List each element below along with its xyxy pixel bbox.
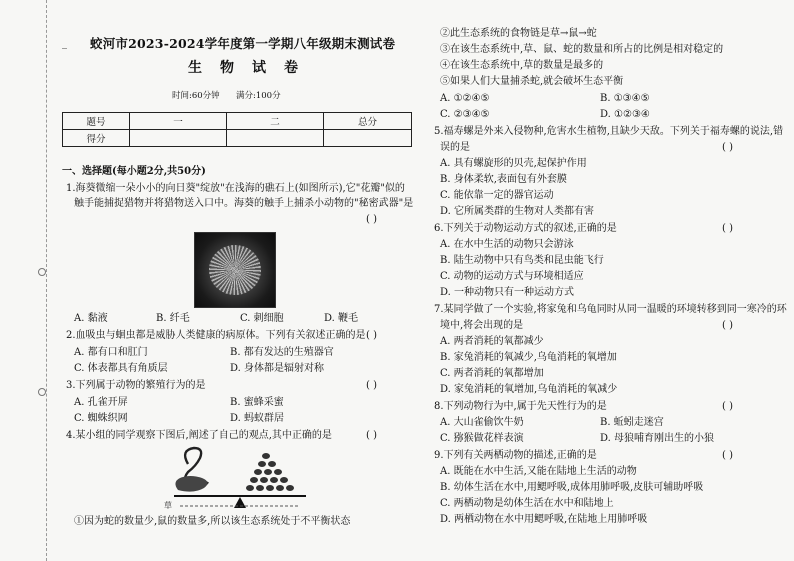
option: C. 动物的运动方式与环境相适应 <box>440 271 584 282</box>
full-score: 满分:100分 <box>236 91 281 101</box>
option: A. 具有螺旋形的贝壳,起保护作用 <box>440 158 587 169</box>
question-9-stem: 9.下列有关两栖动物的描述,正确的是 <box>434 450 597 461</box>
question-5-line: 5.福寿螺是外来入侵物种,危害水生植物,且缺少天敌。下列关于福寿螺的说法,错 <box>434 126 784 137</box>
question-1-line: 1.海葵微缩一朵小小的向日葵"绽放"在浅海的礁石上(如图所示),它"花瓣"似的 <box>66 183 405 194</box>
score-cell: 题号 <box>63 113 130 130</box>
option: C. 猕猴做花样表演 <box>440 433 524 444</box>
question-1-line: 触手能捕捉猎物并将猎物送入口中。海葵的触手上捕杀小动物的"秘密武器"是 <box>74 198 414 209</box>
sea-anemone-photo <box>194 232 276 308</box>
question-8-stem: 8.下列动物行为中,属于先天性行为的是 <box>434 401 607 412</box>
question-5-line: 误的是 <box>440 142 470 153</box>
option: D. 家兔消耗的氧增加,乌龟消耗的氧减少 <box>440 384 618 395</box>
option: D. 身体都是辐射对称 <box>230 363 325 374</box>
answer-paren[interactable]: ( ) <box>722 401 733 412</box>
option: C. 两者消耗的氧都增加 <box>440 368 544 379</box>
answer-paren[interactable]: ( ) <box>366 330 377 341</box>
option: D. 它所属类群的生物对人类都有害 <box>440 206 595 217</box>
answer-paren[interactable]: ( ) <box>722 142 733 153</box>
option: C. 刺细胞 <box>240 313 284 324</box>
option: B. 家兔消耗的氧减少,乌龟消耗的氧增加 <box>440 352 617 363</box>
option: A. 都有口和肛门 <box>74 347 148 358</box>
binding-hole-mark <box>38 268 46 276</box>
option: B. 都有发达的生殖器官 <box>230 347 334 358</box>
option: D. ①②③④ <box>600 109 650 120</box>
answer-paren[interactable]: ( ) <box>722 223 733 234</box>
score-table-row <box>63 113 412 130</box>
score-cell: 总分 <box>324 113 412 130</box>
option: A. 在水中生活的动物只会游泳 <box>440 239 574 250</box>
option: B. ①③④⑤ <box>600 93 650 104</box>
score-table <box>62 112 412 147</box>
option: C. 蜘蛛织网 <box>74 413 128 424</box>
subject-title: 生物试卷 <box>188 60 316 76</box>
option: D. 鞭毛 <box>324 313 359 324</box>
question-3-stem: 3.下列属于动物的繁殖行为的是 <box>66 380 206 391</box>
score-input-cell[interactable] <box>227 130 324 147</box>
option: D. 母狼哺育刚出生的小狼 <box>600 433 715 444</box>
snake-coil <box>175 476 207 492</box>
food-chain-balance-diagram <box>170 442 310 512</box>
option: C. ②③④⑤ <box>440 109 490 120</box>
option: A. 孔雀开屏 <box>74 397 128 408</box>
q4-statement: ④在该生态系统中,草的数量是最多的 <box>440 60 604 71</box>
score-cell: 一 <box>130 113 227 130</box>
option: A. 既能在水中生活,又能在陆地上生活的动物 <box>440 466 637 477</box>
option: A. 黏液 <box>74 313 108 324</box>
option: B. 纤毛 <box>156 313 190 324</box>
option: A. 大山雀偷饮牛奶 <box>440 417 524 428</box>
option: D. 两栖动物在水中用鳃呼吸,在陆地上用肺呼吸 <box>440 514 648 525</box>
q4-statement: ①因为蛇的数量少,鼠的数量多,所以该生态系统处于不平衡状态 <box>74 516 351 527</box>
grass-label: 草 <box>164 501 172 510</box>
answer-paren[interactable]: ( ) <box>722 320 733 331</box>
exam-title: 蛟河市2023-2024学年度第一学期八年级期末测试卷 <box>90 36 396 51</box>
option: B. 陆生动物中只有鸟类和昆虫能飞行 <box>440 255 604 266</box>
option: D. 蚂蚁群居 <box>230 413 285 424</box>
option: D. 一种动物只有一种运动方式 <box>440 287 575 298</box>
answer-paren[interactable]: ( ) <box>366 430 377 441</box>
binding-dashed-line <box>46 0 47 561</box>
answer-paren[interactable]: ( ) <box>366 380 377 391</box>
q4-statement: ③在该生态系统中,草、鼠、蛇的数量和所占的比例是相对稳定的 <box>440 44 724 55</box>
option: B. 蚯蚓走迷宫 <box>600 417 664 428</box>
option: A. 两者消耗的氧都减少 <box>440 336 544 347</box>
option: B. 蜜蜂采蜜 <box>230 397 284 408</box>
question-7-line: 境中,将会出现的是 <box>440 320 524 331</box>
score-cell: 二 <box>227 113 324 130</box>
option: C. 两栖动物是幼体生活在水中和陆地上 <box>440 498 614 509</box>
answer-paren[interactable]: ( ) <box>366 214 377 225</box>
score-table-row <box>63 130 412 147</box>
q4-statement: ⑤如果人们大量捕杀蛇,就会破坏生态平衡 <box>440 76 624 87</box>
mice-pile <box>246 453 294 491</box>
option: C. 体表都具有角质层 <box>74 363 168 374</box>
time-limit: 时间:60分钟 <box>172 91 220 101</box>
score-input-cell[interactable] <box>130 130 227 147</box>
score-cell: 得分 <box>63 130 130 147</box>
option: C. 能依靠一定的器官运动 <box>440 190 554 201</box>
score-input-cell[interactable] <box>324 130 412 147</box>
question-7-line: 7.某同学做了一个实验,将家兔和乌龟同时从同一温暖的环境转移到同一寒冷的环 <box>434 304 787 315</box>
option: B. 幼体生活在水中,用鳃呼吸,成体用肺呼吸,皮肤可辅助呼吸 <box>440 482 704 493</box>
answer-paren[interactable]: ( ) <box>722 450 733 461</box>
option: A. ①②④⑤ <box>440 93 490 104</box>
header-dash: _ <box>62 38 67 49</box>
question-2-stem: 2.血吸虫与蛔虫都是威胁人类健康的病原体。下列有关叙述正确的是 <box>66 330 366 341</box>
question-4-stem: 4.某小组的同学观察下图后,阐述了自己的观点,其中正确的是 <box>66 430 332 441</box>
q4-statement: ②此生态系统的食物链是草→鼠→蛇 <box>440 28 597 39</box>
section-heading: 一、选择题(每小题2分,共50分) <box>62 166 206 177</box>
option: B. 身体柔软,表面包有外套膜 <box>440 174 567 185</box>
question-6-stem: 6.下列关于动物运动方式的叙述,正确的是 <box>434 223 617 234</box>
binding-hole-mark <box>38 388 46 396</box>
